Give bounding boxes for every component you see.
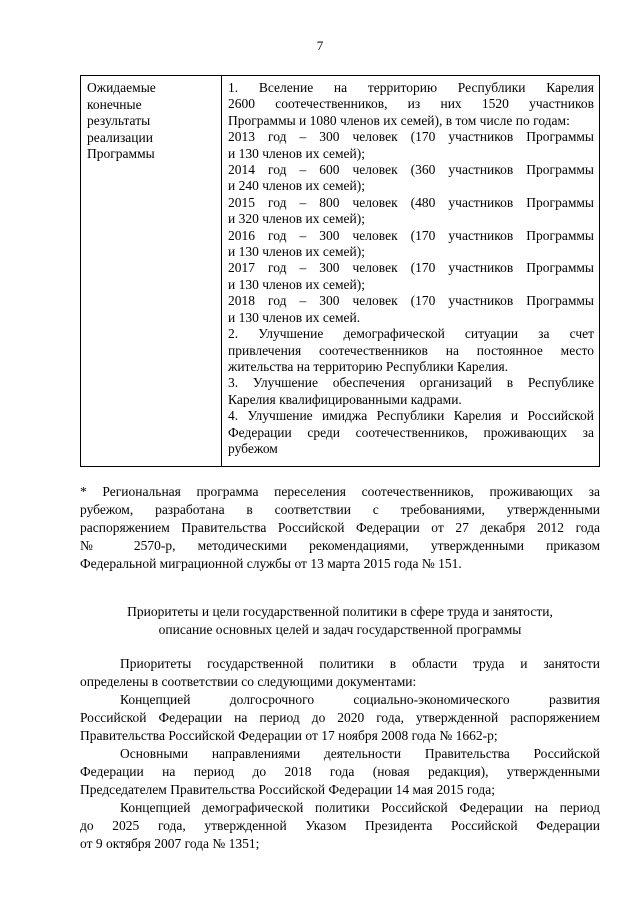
label-line: реализации [87, 129, 153, 145]
body-line: Федерации на период до 2018 года (новая редакция), утвержденными [80, 764, 600, 779]
content-line: 2017 год – 300 человек (170 участников Программы [228, 260, 594, 276]
table-column-divider [221, 76, 222, 466]
results-table [80, 75, 600, 467]
content-line: рубежом [228, 440, 278, 456]
label-line: Ожидаемые [87, 80, 156, 95]
heading-line: Приоритеты и цели государственной политики в сфере труда и занятости, [127, 604, 553, 619]
content-line: 3. Улучшение обеспечения организаций в Республике [228, 375, 594, 391]
footnote-line: распоряжением Правительства Российской Федерации от 27 декабря 2012 года [80, 520, 600, 535]
body-line: Концепцией демографической политики Российской Федерации на период [120, 800, 600, 815]
body-line: Российской Федерации на период до 2020 года, утвержденной распоряжением [80, 710, 600, 725]
body-line: Приоритеты государственной политики в области труда и занятости [120, 656, 600, 671]
content-line: 2015 год – 800 человек (480 участников Программы [228, 194, 594, 210]
content-line: Программы и 1080 членов их семей), в том числе по годам: [228, 112, 570, 128]
content-line: и 130 членов их семей); [228, 145, 365, 161]
content-line: Федерации среди соотечественников, проживающих за [228, 424, 594, 440]
content-line: 2600 соотечественников, из них 1520 участников [228, 96, 594, 112]
label-line: результаты [87, 113, 151, 128]
content-line: и 130 членов их семей); [228, 244, 365, 260]
footnote-line: * Региональная программа переселения соотечественников, проживающих за [80, 484, 600, 499]
body-line: до 2025 года, утвержденной Указом Президента Российской Федерации [80, 818, 600, 833]
body-line: определены в соответствии со следующими документами: [80, 674, 417, 689]
body-line: от 9 октября 2007 года № 1351; [80, 836, 260, 851]
label-line: конечные [87, 96, 142, 112]
heading-line: описание основных целей и задач государственной программы [158, 622, 522, 637]
footnote-line: рубежом, разработана в соответствии с требованиями, утвержденными [80, 502, 600, 517]
content-line: и 130 членов их семей); [228, 276, 365, 292]
content-line: 2013 год – 300 человек (170 участников Программы [228, 129, 594, 145]
content-line: Карелия квалифицированными кадрами. [228, 391, 462, 407]
page-number: 7 [316, 38, 324, 53]
body-text [80, 655, 600, 853]
content-line: жительства на территорию Республики Карелия. [228, 358, 509, 374]
footnote-line: № 2570-р, методическими рекомендациями, утвержденными приказом [80, 538, 600, 553]
body-line: Правительства Российской Федерации от 17 ноября 2008 года № 1662-р; [80, 728, 498, 743]
footnote-line: Федеральной миграционной службы от 13 марта 2015 года № 151. [80, 556, 462, 571]
table-label-cell [87, 80, 215, 163]
label-line: Программы [87, 146, 155, 161]
content-line: 2. Улучшение демографической ситуации за счет [228, 326, 594, 342]
content-line: 1. Вселение на территорию Республики Карелия [228, 80, 594, 95]
content-line: 2014 год – 600 человек (360 участников Программы [228, 162, 594, 178]
content-line: привлечения соотечественников на постоянное место [228, 342, 594, 358]
table-content-cell [228, 80, 594, 457]
content-line: 2018 год – 300 человек (170 участников Программы [228, 293, 594, 309]
content-line: и 240 членов их семей); [228, 178, 365, 194]
content-line: и 320 членов их семей); [228, 211, 365, 227]
content-line: и 130 членов их семей. [228, 309, 361, 325]
body-line: Концепцией долгосрочного социально-экономического развития [120, 692, 600, 707]
content-line: 2016 год – 300 человек (170 участников Программы [228, 227, 594, 243]
footnote [80, 483, 600, 573]
body-line: Председателем Правительства Российской Федерации 14 мая 2015 года; [80, 782, 496, 797]
section-heading [80, 603, 600, 639]
body-line: Основными направлениями деятельности Правительства Российской [120, 746, 600, 761]
content-line: 4. Улучшение имиджа Республики Карелия и Российской [228, 408, 594, 424]
